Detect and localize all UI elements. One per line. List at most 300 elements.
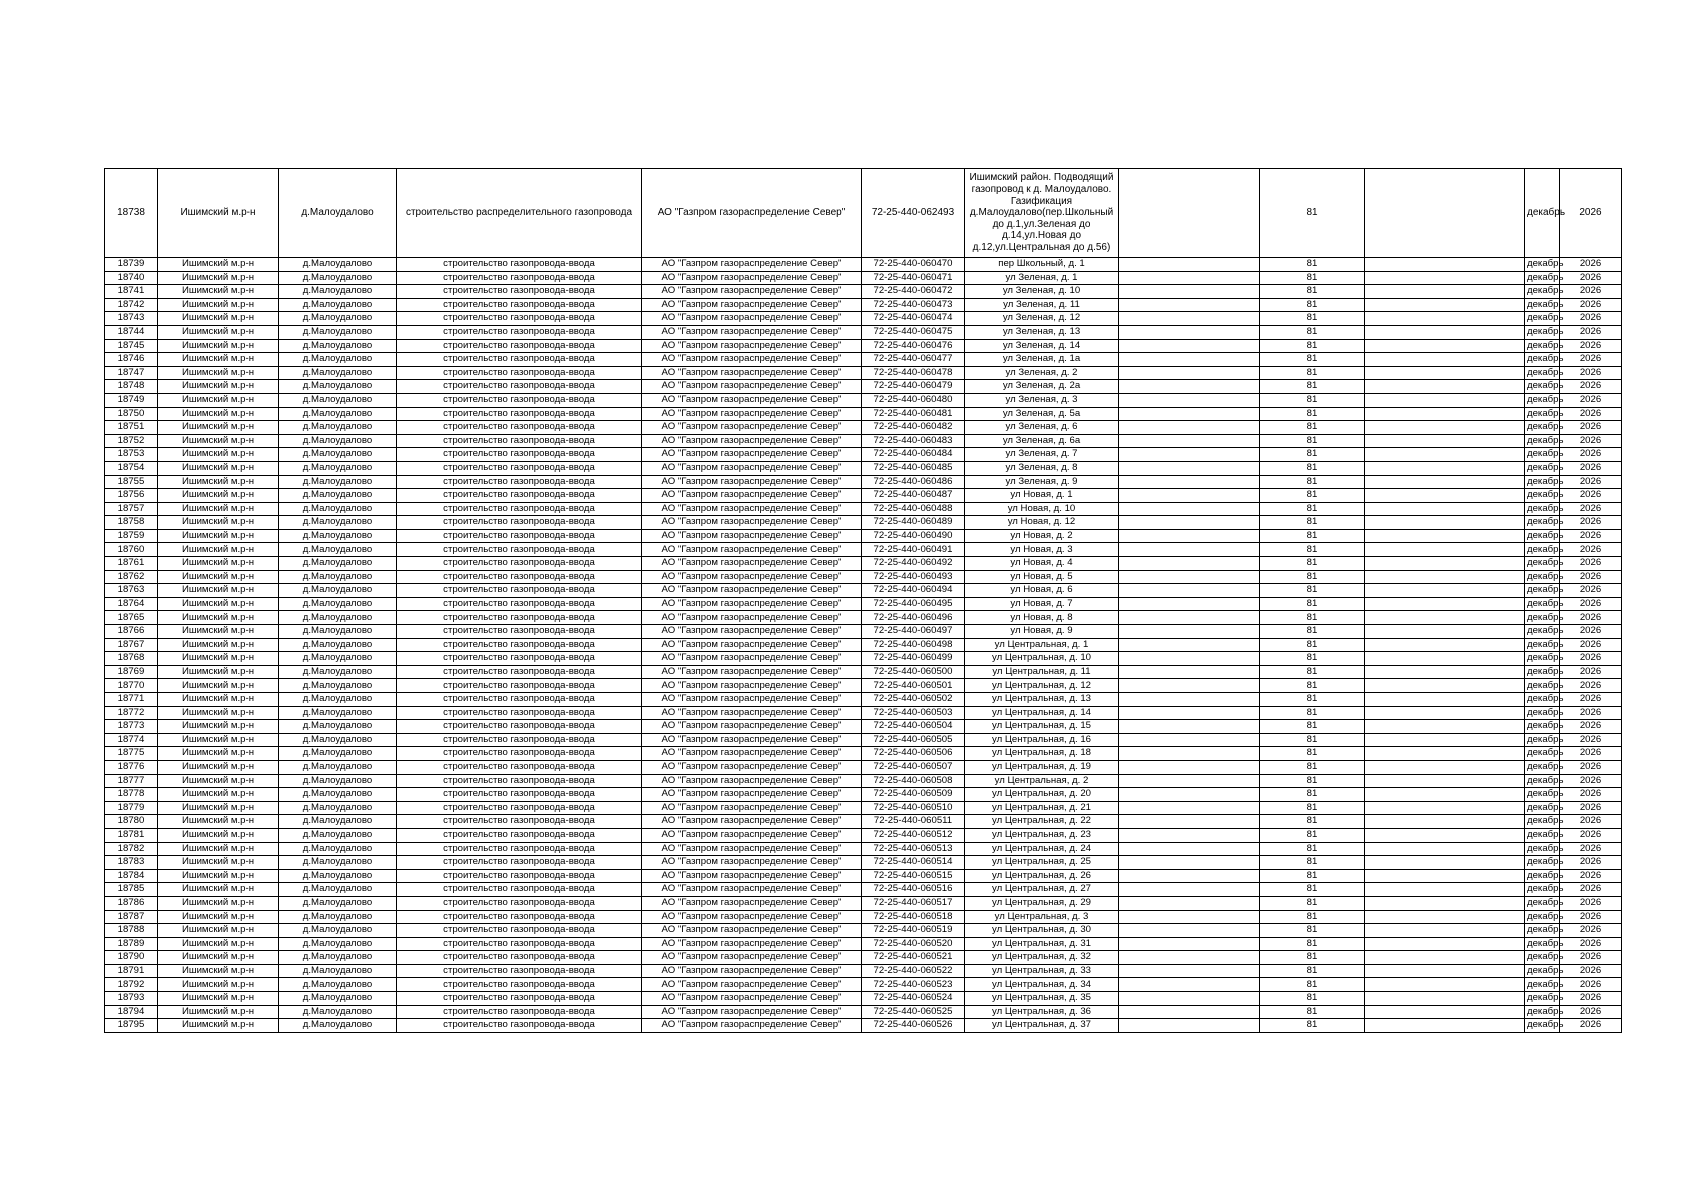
district-cell: Ишимский м.р-н	[158, 339, 279, 353]
work-type-cell: строительство газопровода-ввода	[397, 638, 642, 652]
company-cell: АО "Газпром газораспределение Север"	[642, 584, 862, 598]
table-row	[105, 339, 1622, 353]
empty-cell	[1365, 992, 1525, 1006]
count-cell: 81	[1260, 258, 1365, 272]
district-cell: Ишимский м.р-н	[158, 285, 279, 299]
count-cell: 81	[1260, 856, 1365, 870]
table-row	[105, 652, 1622, 666]
work-type-cell: строительство газопровода-ввода	[397, 597, 642, 611]
month-cell: декабрь	[1525, 788, 1560, 802]
address-cell: ул Зеленая, д. 6а	[965, 434, 1119, 448]
month-cell: декабрь	[1525, 652, 1560, 666]
table-body	[105, 169, 1622, 1033]
row-number: 18749	[105, 393, 158, 407]
address-cell: ул Центральная, д. 1	[965, 638, 1119, 652]
district-cell: Ишимский м.р-н	[158, 407, 279, 421]
row-number: 18738	[105, 169, 158, 258]
company-cell: АО "Газпром газораспределение Север"	[642, 380, 862, 394]
table-row	[105, 720, 1622, 734]
village-cell: д.Малоудалово	[279, 169, 397, 258]
table-row	[105, 611, 1622, 625]
district-cell: Ишимский м.р-н	[158, 421, 279, 435]
empty-cell	[1365, 407, 1525, 421]
row-number: 18786	[105, 896, 158, 910]
empty-cell	[1365, 964, 1525, 978]
object-code-cell: 72-25-440-060493	[862, 570, 965, 584]
company-cell: АО "Газпром газораспределение Север"	[642, 339, 862, 353]
object-code-cell: 72-25-440-060510	[862, 801, 965, 815]
table-row	[105, 448, 1622, 462]
empty-cell	[1119, 448, 1260, 462]
company-cell: АО "Газпром газораспределение Север"	[642, 842, 862, 856]
table-row	[105, 937, 1622, 951]
table-row	[105, 801, 1622, 815]
village-cell: д.Малоудалово	[279, 258, 397, 272]
village-cell: д.Малоудалово	[279, 325, 397, 339]
empty-cell	[1119, 625, 1260, 639]
address-cell: ул Зеленая, д. 11	[965, 298, 1119, 312]
empty-cell	[1119, 380, 1260, 394]
object-code-cell: 72-25-440-060471	[862, 271, 965, 285]
table-row	[105, 951, 1622, 965]
company-cell: АО "Газпром газораспределение Север"	[642, 652, 862, 666]
count-cell: 81	[1260, 815, 1365, 829]
district-cell: Ишимский м.р-н	[158, 1019, 279, 1033]
company-cell: АО "Газпром газораспределение Север"	[642, 1019, 862, 1033]
empty-cell	[1365, 169, 1525, 258]
document-page	[104, 168, 1602, 1033]
work-type-cell: строительство газопровода-ввода	[397, 258, 642, 272]
empty-cell	[1119, 679, 1260, 693]
village-cell: д.Малоудалово	[279, 964, 397, 978]
work-type-cell: строительство газопровода-ввода	[397, 774, 642, 788]
month-cell: декабрь	[1525, 353, 1560, 367]
object-code-cell: 72-25-440-060479	[862, 380, 965, 394]
empty-cell	[1119, 570, 1260, 584]
company-cell: АО "Газпром газораспределение Север"	[642, 169, 862, 258]
month-cell: декабрь	[1525, 543, 1560, 557]
row-number: 18758	[105, 516, 158, 530]
object-code-cell: 72-25-440-060501	[862, 679, 965, 693]
month-cell: декабрь	[1525, 693, 1560, 707]
table-row	[105, 353, 1622, 367]
company-cell: АО "Газпром газораспределение Север"	[642, 543, 862, 557]
district-cell: Ишимский м.р-н	[158, 393, 279, 407]
empty-cell	[1365, 828, 1525, 842]
year-cell: 2026	[1560, 285, 1622, 299]
row-number: 18745	[105, 339, 158, 353]
village-cell: д.Малоудалово	[279, 271, 397, 285]
district-cell: Ишимский м.р-н	[158, 1005, 279, 1019]
village-cell: д.Малоудалово	[279, 978, 397, 992]
table-row	[105, 679, 1622, 693]
row-number: 18748	[105, 380, 158, 394]
empty-cell	[1365, 760, 1525, 774]
village-cell: д.Малоудалово	[279, 312, 397, 326]
month-cell: декабрь	[1525, 706, 1560, 720]
empty-cell	[1119, 611, 1260, 625]
object-code-cell: 72-25-440-060519	[862, 924, 965, 938]
address-cell: ул Зеленая, д. 8	[965, 461, 1119, 475]
empty-cell	[1365, 543, 1525, 557]
month-cell: декабрь	[1525, 557, 1560, 571]
address-cell: ул Центральная, д. 24	[965, 842, 1119, 856]
count-cell: 81	[1260, 339, 1365, 353]
object-code-cell: 72-25-440-060496	[862, 611, 965, 625]
object-code-cell: 72-25-440-060490	[862, 529, 965, 543]
count-cell: 81	[1260, 801, 1365, 815]
address-cell: ул Центральная, д. 14	[965, 706, 1119, 720]
month-cell: декабрь	[1525, 856, 1560, 870]
district-cell: Ишимский м.р-н	[158, 693, 279, 707]
address-cell: ул Зеленая, д. 6	[965, 421, 1119, 435]
company-cell: АО "Газпром газораспределение Север"	[642, 747, 862, 761]
month-cell: декабрь	[1525, 883, 1560, 897]
year-cell: 2026	[1560, 325, 1622, 339]
month-cell: декабрь	[1525, 271, 1560, 285]
count-cell: 81	[1260, 964, 1365, 978]
work-type-cell: строительство распределительного газопровода	[397, 169, 642, 258]
village-cell: д.Малоудалово	[279, 896, 397, 910]
empty-cell	[1119, 489, 1260, 503]
row-number: 18746	[105, 353, 158, 367]
count-cell: 81	[1260, 393, 1365, 407]
count-cell: 81	[1260, 774, 1365, 788]
row-number: 18768	[105, 652, 158, 666]
district-cell: Ишимский м.р-н	[158, 828, 279, 842]
count-cell: 81	[1260, 652, 1365, 666]
object-code-cell: 72-25-440-060478	[862, 366, 965, 380]
village-cell: д.Малоудалово	[279, 353, 397, 367]
empty-cell	[1119, 434, 1260, 448]
object-code-cell: 72-25-440-060477	[862, 353, 965, 367]
year-cell: 2026	[1560, 910, 1622, 924]
row-number: 18783	[105, 856, 158, 870]
table-row	[105, 733, 1622, 747]
district-cell: Ишимский м.р-н	[158, 706, 279, 720]
row-number: 18747	[105, 366, 158, 380]
row-number: 18739	[105, 258, 158, 272]
object-code-cell: 72-25-440-060476	[862, 339, 965, 353]
company-cell: АО "Газпром газораспределение Север"	[642, 788, 862, 802]
table-row	[105, 693, 1622, 707]
count-cell: 81	[1260, 169, 1365, 258]
address-cell: ул Новая, д. 1	[965, 489, 1119, 503]
work-type-cell: строительство газопровода-ввода	[397, 747, 642, 761]
object-code-cell: 72-25-440-060514	[862, 856, 965, 870]
table-row	[105, 434, 1622, 448]
company-cell: АО "Газпром газораспределение Север"	[642, 366, 862, 380]
empty-cell	[1365, 557, 1525, 571]
month-cell: декабрь	[1525, 489, 1560, 503]
year-cell: 2026	[1560, 1019, 1622, 1033]
work-type-cell: строительство газопровода-ввода	[397, 815, 642, 829]
village-cell: д.Малоудалово	[279, 543, 397, 557]
company-cell: АО "Газпром газораспределение Север"	[642, 693, 862, 707]
empty-cell	[1365, 1019, 1525, 1033]
empty-cell	[1119, 597, 1260, 611]
row-number: 18763	[105, 584, 158, 598]
work-type-cell: строительство газопровода-ввода	[397, 325, 642, 339]
row-number: 18762	[105, 570, 158, 584]
object-code-cell: 72-25-440-060509	[862, 788, 965, 802]
work-type-cell: строительство газопровода-ввода	[397, 298, 642, 312]
village-cell: д.Малоудалово	[279, 339, 397, 353]
empty-cell	[1119, 529, 1260, 543]
month-cell: декабрь	[1525, 475, 1560, 489]
empty-cell	[1365, 937, 1525, 951]
row-number: 18757	[105, 502, 158, 516]
village-cell: д.Малоудалово	[279, 407, 397, 421]
address-cell: ул Зеленая, д. 9	[965, 475, 1119, 489]
object-code-cell: 72-25-440-060498	[862, 638, 965, 652]
empty-cell	[1365, 693, 1525, 707]
company-cell: АО "Газпром газораспределение Север"	[642, 421, 862, 435]
month-cell: декабрь	[1525, 325, 1560, 339]
district-cell: Ишимский м.р-н	[158, 733, 279, 747]
object-code-cell: 72-25-440-060495	[862, 597, 965, 611]
empty-cell	[1365, 883, 1525, 897]
address-cell: ул Центральная, д. 20	[965, 788, 1119, 802]
empty-cell	[1365, 461, 1525, 475]
village-cell: д.Малоудалово	[279, 434, 397, 448]
table-row	[105, 828, 1622, 842]
count-cell: 81	[1260, 924, 1365, 938]
address-cell: ул Центральная, д. 16	[965, 733, 1119, 747]
company-cell: АО "Газпром газораспределение Север"	[642, 461, 862, 475]
district-cell: Ишимский м.р-н	[158, 597, 279, 611]
village-cell: д.Малоудалово	[279, 557, 397, 571]
table-row	[105, 869, 1622, 883]
year-cell: 2026	[1560, 924, 1622, 938]
work-type-cell: строительство газопровода-ввода	[397, 896, 642, 910]
village-cell: д.Малоудалово	[279, 298, 397, 312]
work-type-cell: строительство газопровода-ввода	[397, 529, 642, 543]
empty-cell	[1365, 258, 1525, 272]
district-cell: Ишимский м.р-н	[158, 774, 279, 788]
month-cell: декабрь	[1525, 285, 1560, 299]
object-code-cell: 72-25-440-060492	[862, 557, 965, 571]
empty-cell	[1365, 502, 1525, 516]
year-cell: 2026	[1560, 312, 1622, 326]
work-type-cell: строительство газопровода-ввода	[397, 856, 642, 870]
empty-cell	[1119, 869, 1260, 883]
year-cell: 2026	[1560, 788, 1622, 802]
district-cell: Ишимский м.р-н	[158, 869, 279, 883]
district-cell: Ишимский м.р-н	[158, 815, 279, 829]
address-cell: ул Новая, д. 5	[965, 570, 1119, 584]
company-cell: АО "Газпром газораспределение Север"	[642, 856, 862, 870]
row-number: 18773	[105, 720, 158, 734]
row-number: 18779	[105, 801, 158, 815]
row-number: 18742	[105, 298, 158, 312]
year-cell: 2026	[1560, 693, 1622, 707]
row-number: 18774	[105, 733, 158, 747]
row-number: 18775	[105, 747, 158, 761]
empty-cell	[1365, 366, 1525, 380]
work-type-cell: строительство газопровода-ввода	[397, 964, 642, 978]
row-number: 18792	[105, 978, 158, 992]
address-cell: ул Центральная, д. 2	[965, 774, 1119, 788]
village-cell: д.Малоудалово	[279, 611, 397, 625]
year-cell: 2026	[1560, 543, 1622, 557]
month-cell: декабрь	[1525, 258, 1560, 272]
district-cell: Ишимский м.р-н	[158, 325, 279, 339]
object-code-cell: 72-25-440-060497	[862, 625, 965, 639]
object-code-cell: 72-25-440-060524	[862, 992, 965, 1006]
count-cell: 81	[1260, 638, 1365, 652]
year-cell: 2026	[1560, 992, 1622, 1006]
table-row	[105, 747, 1622, 761]
count-cell: 81	[1260, 842, 1365, 856]
count-cell: 81	[1260, 869, 1365, 883]
address-cell: ул Зеленая, д. 7	[965, 448, 1119, 462]
object-code-cell: 72-25-440-060473	[862, 298, 965, 312]
address-cell: ул Зеленая, д. 2	[965, 366, 1119, 380]
table-row	[105, 788, 1622, 802]
empty-cell	[1365, 896, 1525, 910]
table-row	[105, 964, 1622, 978]
empty-cell	[1119, 516, 1260, 530]
count-cell: 81	[1260, 665, 1365, 679]
object-code-cell: 72-25-440-060502	[862, 693, 965, 707]
year-cell: 2026	[1560, 896, 1622, 910]
empty-cell	[1119, 788, 1260, 802]
month-cell: декабрь	[1525, 910, 1560, 924]
empty-cell	[1119, 638, 1260, 652]
empty-cell	[1119, 271, 1260, 285]
empty-cell	[1119, 910, 1260, 924]
district-cell: Ишимский м.р-н	[158, 883, 279, 897]
empty-cell	[1365, 353, 1525, 367]
address-cell: ул Центральная, д. 11	[965, 665, 1119, 679]
table-row	[105, 271, 1622, 285]
village-cell: д.Малоудалово	[279, 502, 397, 516]
row-number: 18795	[105, 1019, 158, 1033]
village-cell: д.Малоудалово	[279, 706, 397, 720]
address-cell: ул Центральная, д. 26	[965, 869, 1119, 883]
empty-cell	[1119, 312, 1260, 326]
village-cell: д.Малоудалово	[279, 625, 397, 639]
month-cell: декабрь	[1525, 529, 1560, 543]
row-number: 18752	[105, 434, 158, 448]
empty-cell	[1365, 625, 1525, 639]
table-row	[105, 978, 1622, 992]
empty-cell	[1119, 978, 1260, 992]
empty-cell	[1119, 665, 1260, 679]
object-code-cell: 72-25-440-060518	[862, 910, 965, 924]
village-cell: д.Малоудалово	[279, 665, 397, 679]
table-row	[105, 910, 1622, 924]
village-cell: д.Малоудалово	[279, 393, 397, 407]
row-number: 18793	[105, 992, 158, 1006]
empty-cell	[1365, 978, 1525, 992]
count-cell: 81	[1260, 951, 1365, 965]
empty-cell	[1365, 638, 1525, 652]
village-cell: д.Малоудалово	[279, 652, 397, 666]
table-row	[105, 543, 1622, 557]
count-cell: 81	[1260, 298, 1365, 312]
work-type-cell: строительство газопровода-ввода	[397, 625, 642, 639]
village-cell: д.Малоудалово	[279, 815, 397, 829]
table-row	[105, 706, 1622, 720]
count-cell: 81	[1260, 366, 1365, 380]
address-cell: ул Центральная, д. 37	[965, 1019, 1119, 1033]
table-row	[105, 856, 1622, 870]
district-cell: Ишимский м.р-н	[158, 353, 279, 367]
address-cell: ул Новая, д. 3	[965, 543, 1119, 557]
district-cell: Ишимский м.р-н	[158, 502, 279, 516]
object-code-cell: 72-25-440-060500	[862, 665, 965, 679]
month-cell: декабрь	[1525, 896, 1560, 910]
row-number: 18765	[105, 611, 158, 625]
village-cell: д.Малоудалово	[279, 720, 397, 734]
row-number: 18794	[105, 1005, 158, 1019]
month-cell: декабрь	[1525, 747, 1560, 761]
company-cell: АО "Газпром газораспределение Север"	[642, 760, 862, 774]
empty-cell	[1365, 325, 1525, 339]
empty-cell	[1365, 1005, 1525, 1019]
row-number: 18772	[105, 706, 158, 720]
district-cell: Ишимский м.р-н	[158, 842, 279, 856]
empty-cell	[1119, 720, 1260, 734]
table-row	[105, 475, 1622, 489]
village-cell: д.Малоудалово	[279, 529, 397, 543]
count-cell: 81	[1260, 570, 1365, 584]
empty-cell	[1119, 1019, 1260, 1033]
year-cell: 2026	[1560, 978, 1622, 992]
empty-cell	[1365, 380, 1525, 394]
village-cell: д.Малоудалово	[279, 584, 397, 598]
village-cell: д.Малоудалово	[279, 679, 397, 693]
count-cell: 81	[1260, 883, 1365, 897]
month-cell: декабрь	[1525, 774, 1560, 788]
empty-cell	[1365, 285, 1525, 299]
district-cell: Ишимский м.р-н	[158, 937, 279, 951]
table-row	[105, 774, 1622, 788]
count-cell: 81	[1260, 434, 1365, 448]
year-cell: 2026	[1560, 774, 1622, 788]
count-cell: 81	[1260, 1019, 1365, 1033]
address-cell: ул Центральная, д. 3	[965, 910, 1119, 924]
count-cell: 81	[1260, 611, 1365, 625]
row-number: 18756	[105, 489, 158, 503]
month-cell: декабрь	[1525, 992, 1560, 1006]
table-row	[105, 461, 1622, 475]
empty-cell	[1365, 393, 1525, 407]
village-cell: д.Малоудалово	[279, 788, 397, 802]
year-cell: 2026	[1560, 366, 1622, 380]
village-cell: д.Малоудалово	[279, 366, 397, 380]
table-row	[105, 760, 1622, 774]
object-code-cell: 72-25-440-062493	[862, 169, 965, 258]
village-cell: д.Малоудалово	[279, 421, 397, 435]
address-cell: ул Центральная, д. 25	[965, 856, 1119, 870]
table-row	[105, 516, 1622, 530]
village-cell: д.Малоудалово	[279, 869, 397, 883]
company-cell: АО "Газпром газораспределение Север"	[642, 869, 862, 883]
company-cell: АО "Газпром газораспределение Север"	[642, 529, 862, 543]
table-row	[105, 842, 1622, 856]
address-cell: ул Зеленая, д. 12	[965, 312, 1119, 326]
object-code-cell: 72-25-440-060504	[862, 720, 965, 734]
year-cell: 2026	[1560, 475, 1622, 489]
year-cell: 2026	[1560, 502, 1622, 516]
year-cell: 2026	[1560, 380, 1622, 394]
month-cell: декабрь	[1525, 461, 1560, 475]
village-cell: д.Малоудалово	[279, 597, 397, 611]
village-cell: д.Малоудалово	[279, 747, 397, 761]
